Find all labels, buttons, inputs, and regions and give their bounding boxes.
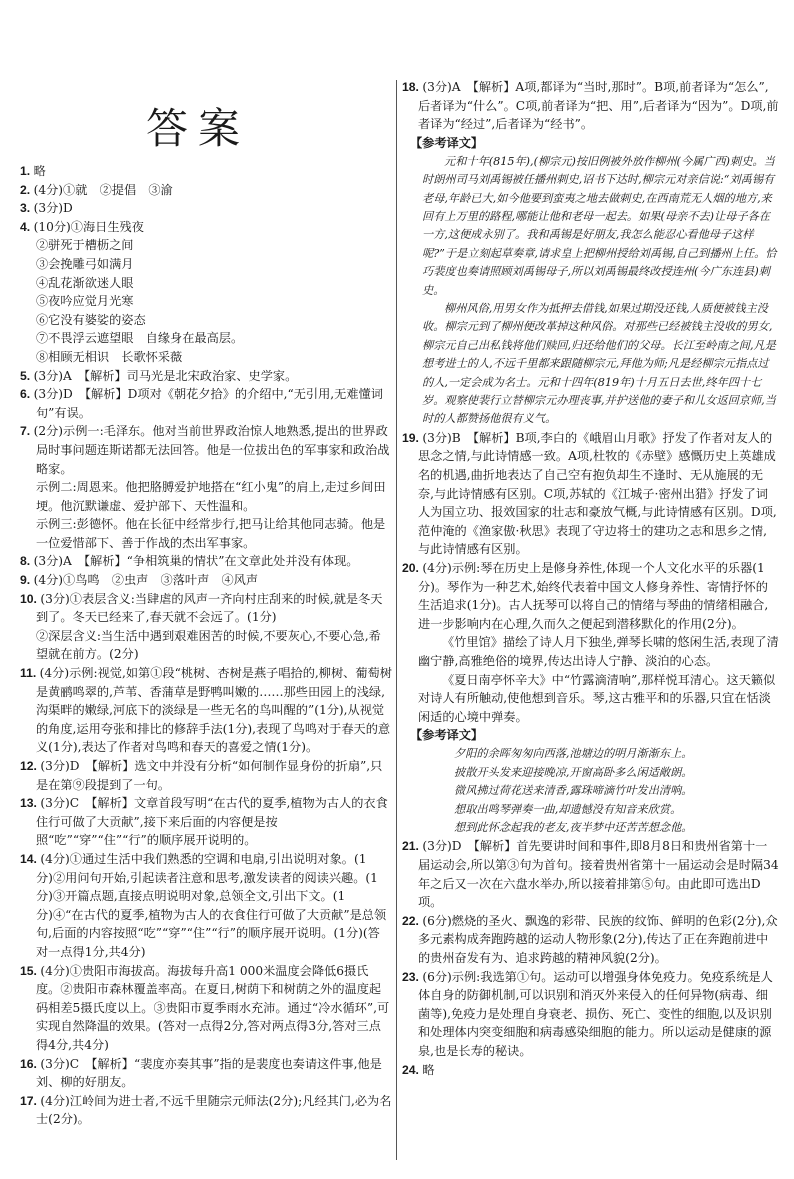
question-number: 17. [20,1093,41,1108]
answer-text: (3分)A 【解析】“争相筑巢的情状”在文章此处并没有体现。 [33,554,359,569]
answer-item [20,627,392,664]
right-top-list [402,78,779,134]
answer-text: (2分)示例一:毛泽东。他对当前世界政治惊人地熟悉,提出的世界政局时事问题连斯诺都无法回答。他是一位拔出色的军事家和政治战略家。 [33,424,390,476]
answer-item [20,292,392,311]
answer-text: (3分)C 【解析】“裴度亦奏其事”指的是裴度也奏请这件事,他是刘、柳的好朋友。 [36,1056,382,1090]
answer-item [20,236,392,255]
answer-item [402,78,779,134]
question-number: 22. [402,913,423,928]
answer-item [20,199,392,218]
question-number: 14. [20,851,41,866]
question-number: 19. [402,430,423,445]
column-divider [396,80,397,1160]
answer-item [20,367,392,386]
answer-text: ④乱花渐欲迷人眼 [36,275,134,290]
question-number: 18. [402,80,423,94]
answer-item [20,1055,392,1092]
reference-translation-heading-2: 【参考译文】 [410,728,484,743]
answer-text: 示例二:周恩来。他把胳膊爱护地搭在“红小鬼”的肩上,走过乡间田埂。他沉默谦虚、爱护部下、天性温和。 [36,480,386,513]
answer-text: (4分)江岭间为进士者,不远千里随宗元师法(2分);凡经其门,必为名士(2分)。 [36,1093,392,1127]
answer-text: ③会挽雕弓如满月 [36,256,134,271]
answer-text: 《竹里馆》描绘了诗人月下独坐,弹琴长啸的悠闲生活,表现了清幽宁静,高雅绝俗的境界,传达出诗人宁静、淡泊的心态。 [418,635,779,668]
right-bottom-list [402,837,779,1079]
question-number: 23. [402,969,423,984]
answer-item [20,664,392,757]
answer-item [402,559,779,633]
translation-paragraph: 元和十年(815年),(柳宗元)按旧例被外放作柳州(今属广西)刺史。当时朗州司马刘禹锡被任播州刺史,诏书下达时,柳宗元对亲信说:“刘禹锡有老母,年龄已大,如今他要到蛮夷之地去做刺史,在西南荒无人烟的地方,来回有上万里的路程,哪能让他和老母一起去。如果(母亲不去)让母子各在一方,这便成永别了。我和禹锡是好朋友,我怎么能忍心看他母子这样呢?”于是立刻起草奏章,请求皇上把柳州授给刘禹锡,自己到播州上任。恰巧裴度也奏请照顾刘禹锡母子,所以刘禹锡最终改授连州(今广东连县)刺史。 [422,154,777,297]
question-number: 9. [20,573,34,588]
reference-translation-prose [402,153,779,429]
answer-item [402,912,779,968]
poem-line: 夕阳的余晖匆匆向西落,池塘边的明月渐渐东上。 [454,747,693,761]
answer-text: (3分)①表层含义:当肆虐的风声一齐向村庄刮来的时候,就是冬天到了。冬天已经来了,春天就不会远了。(1分) [36,591,383,625]
question-number: 8. [20,554,34,569]
answer-item [20,478,392,515]
answer-text: (3分)B 【解析】B项,李白的《峨眉山月歌》抒发了作者对友人的思念之情,与此诗情感一致。A项,杜牧的《赤壁》感慨历史上英雄成名的机遇,曲折地表达了自己空有抱负却生不逢时、无从施展的无奈,与此诗情感有区别。C项,苏轼的《江城子·密州出猎》抒发了词人为国立功、报效国家的壮志和豪放气概,与此诗情感有区别。D项,范仲淹的《渔家傲·秋思》表现了守边将士的建功之志和思乡之情,与此诗情感有区别。 [418,430,777,557]
answer-text: ⑥它没有婆娑的姿态 [36,312,146,327]
answer-text: 《夏日南亭怀辛大》中“竹露滴清响”,那样悦耳清心。这天籁似对诗人有所触动,使他想到音乐。琴,这古雅平和的乐器,只宜在恬淡闲适的心境中弹奏。 [418,672,776,724]
page-title: 答案 [145,104,250,153]
question-number: 10. [20,591,41,606]
answer-item [402,1061,779,1080]
answer-text: 示例三:彭德怀。他在长征中经常步行,把马让给其他同志骑。他是一位爱惜部下、善于作战的杰出军事家。 [36,517,386,550]
answer-item [20,962,392,1055]
answer-item [20,311,392,330]
answer-text: (6分)燃烧的圣火、飘逸的彩带、民族的纹饰、鲜明的色彩(2分),众多元素构成奔跑跨越的运动人物形象(2分),传达了正在奔跑前进中的贵州奋发有为、追求跨越的精神风貌(2分)。 [418,913,778,965]
answer-text: 略 [422,1062,435,1077]
answer-text: (4分)①鸟鸣 ②虫声 ③落叶声 ④风声 [33,573,259,588]
poem-line: 微风拂过荷花送来清香,露珠啼滴竹叶发出清响。 [454,784,693,798]
answer-text: (4分)示例:琴在历史上是修身养性,体现一个人文化水平的乐器(1分)。琴作为一种艺术,始终代表着中国文人修身养性、寄情抒怀的生活追求(1分)。古人抚琴可以将自己的情绪与琴曲的情绪相融合,进一步影响内在心理,久而久之便起到潜移默化的作用(2分)。 [418,561,769,631]
answer-item [20,218,392,237]
answer-text: (3分)A 【解析】司马光是北宋政治家、史学家。 [33,368,298,383]
answer-text: (4分)①通过生活中我们熟悉的空调和电扇,引出说明对象。(1分)②用问句开始,引起读者注意和思考,激发读者的阅读兴趣。(1分)③开篇点题,直接点明说明对象,总领全文,引出下文。(1分)④“在古代的夏季,植物为古人的衣食住行可做了大贡献”是总领句,后面的内容按照“吃”“穿”“住”“行”的顺序展开说明。(1分)(答对一点得1分,共4分) [36,851,387,959]
question-number: 4. [20,219,34,234]
answer-item [20,515,392,552]
answer-text: ⑤夜吟应觉月光寒 [36,294,134,309]
question-number: 7. [20,424,34,439]
answer-item [20,329,392,348]
answer-item [20,794,392,850]
right-column [402,78,779,1079]
answer-text: (4分)①就 ②提倡 ③渝 [33,182,173,197]
question-number: 24. [402,1062,423,1077]
answer-item [402,429,779,559]
question-number: 5. [20,368,34,383]
question-number: 1. [20,164,34,178]
answer-text: (3分)D 【解析】D项对《朝花夕拾》的介绍中,“无引用,无难懂词句”有误。 [33,387,383,420]
answer-text: ⑧相顾无相识 长歌怀采薇 [36,349,183,364]
answer-text: (3分)C 【解析】文章首段写明“在古代的夏季,植物为古人的衣食住行可做了大贡献”,接下来后面的内容便是按照“吃”“穿”“住”“行”的顺序展开说明的。 [36,796,388,848]
question-number: 6. [20,387,34,402]
poem-translation [402,745,779,837]
answer-item [20,552,392,571]
answer-text: (4分)示例:视觉,如第①段“桃树、杏树是燕子唱拾的,柳树、葡萄树是黄鹂鸣翠的,芦苇、香蒲草是野鸭叫嫩的……那些田园上的浅绿,沟渠畔的嫩绿,河底下的淡绿是一些无名的鸟叫醒的”(1分),从视觉的角度,运用夸张和排比的修辞手法(1分),表现了鸟鸣对于春天的意义(1分),表达了作者对鸟鸣和春天的喜爱之情(1分)。 [36,666,392,755]
answer-text: (3分)D [33,201,73,216]
question-number: 3. [20,201,34,216]
answer-text: (10分)①海日生残夜 [33,219,144,234]
answer-item [20,255,392,274]
answer-item [20,385,392,422]
answer-item [20,757,392,794]
answer-item [20,348,392,367]
left-answer-list [20,162,392,1129]
answer-item [20,1092,392,1129]
answer-item [20,590,392,627]
answer-item [402,837,779,911]
answer-item [20,181,392,200]
answer-text: ②深层含义:当生活中遇到艰难困苦的时候,不要灰心,不要心急,希望就在前方。(2分) [36,628,381,662]
answer-item [20,850,392,962]
question-number: 21. [402,839,423,854]
answer-text: (4分)①贵阳市海拔高。海拔每升高1 000米温度会降低6摄氏度。②贵阳市森林覆盖率高。在夏日,树荫下和树荫之外的温度起码相差5摄氏度以上。③贵阳市夏季雨水充沛。通过“冷水循环”,可实现自然降温的效果。(答对一点得2分,答对两点得3分,答对三点得4分,共4分) [36,963,390,1052]
answer-text: (3分)D 【解析】首先要讲时间和事件,即8月8日和贵州省第十一届运动会,所以第③句为首句。接着贵州省第十一届运动会是时隔34年之后又一次在六盘水举办,所以接着排第⑤句。由此即可选出D项。 [418,839,779,910]
answer-text: (3分)A 【解析】A项,都译为“当时,那时”。B项,前者译为“怎么”,后者译为“什么”。C项,前者译为“把、用”,后者译为“因为”。D项,前者译为“经过”,后者译为“经书”。 [418,80,779,132]
answer-item [20,162,392,181]
answer-item [402,633,779,670]
question-number: 15. [20,963,41,978]
question-number: 12. [20,759,41,773]
question-number: 20. [402,561,423,576]
answer-item [20,422,392,478]
right-answer-list [402,429,779,727]
answer-text: ②骈死于槽枥之间 [36,238,134,253]
question-number: 16. [20,1056,41,1071]
poem-line: 披散开头发来迎接晚凉,开窗高卧多么闲适敞朗。 [454,765,693,779]
reference-translation-heading: 【参考译文】 [410,135,484,150]
answer-text: 略 [33,164,46,178]
answer-item [20,274,392,293]
question-number: 2. [20,182,34,197]
poem-line: 想取出鸣琴弹奏一曲,却遗憾没有知音来欣赏。 [454,802,682,816]
translation-paragraph: 柳州风俗,用男女作为抵押去借钱,如果过期没还钱,人质便被钱主没收。柳宗元到了柳州便改革掉这种风俗。对那些已经被钱主没收的男女,柳宗元自己出私钱将他们赎回,归还给他们的父母。长江至岭南之间,凡是想考进士的人,不远千里都来跟随柳宗元,拜他为师;凡是经柳宗元指点过的人,一定会成为名士。元和十四年(819年)十月五日去世,终年四十七岁。观察使裴行立替柳宗元办理丧事,并护送他的妻子和儿女返回京师,当时的人都赞扬他很有义气。 [422,302,776,426]
answer-item [402,671,779,727]
answer-text: (6分)示例:我选第①句。运动可以增强身体免疫力。免疫系统是人体自身的防御机制,可以识别和消灭外来侵入的任何异物(病毒、细菌等),免疫力是处理自身衰老、损伤、死亡、变性的细胞,以及识别和处理体内突变细胞和病毒感染细胞的能力。所以运动是健康的源泉,也是长寿的秘诀。 [418,969,773,1058]
answer-text: (3分)D 【解析】选文中并没有分析“如何制作显身份的折扇”,只是在第⑨段提到了一句。 [36,759,383,792]
question-number: 11. [20,666,40,681]
question-number: 13. [20,796,41,811]
answer-text: ⑦不畏浮云遮望眼 自缘身在最高层。 [36,331,244,346]
answer-item [20,571,392,590]
poem-line: 想到此怀念起我的老友,夜半梦中还苦苦想念他。 [454,821,693,834]
answer-item [402,968,779,1061]
